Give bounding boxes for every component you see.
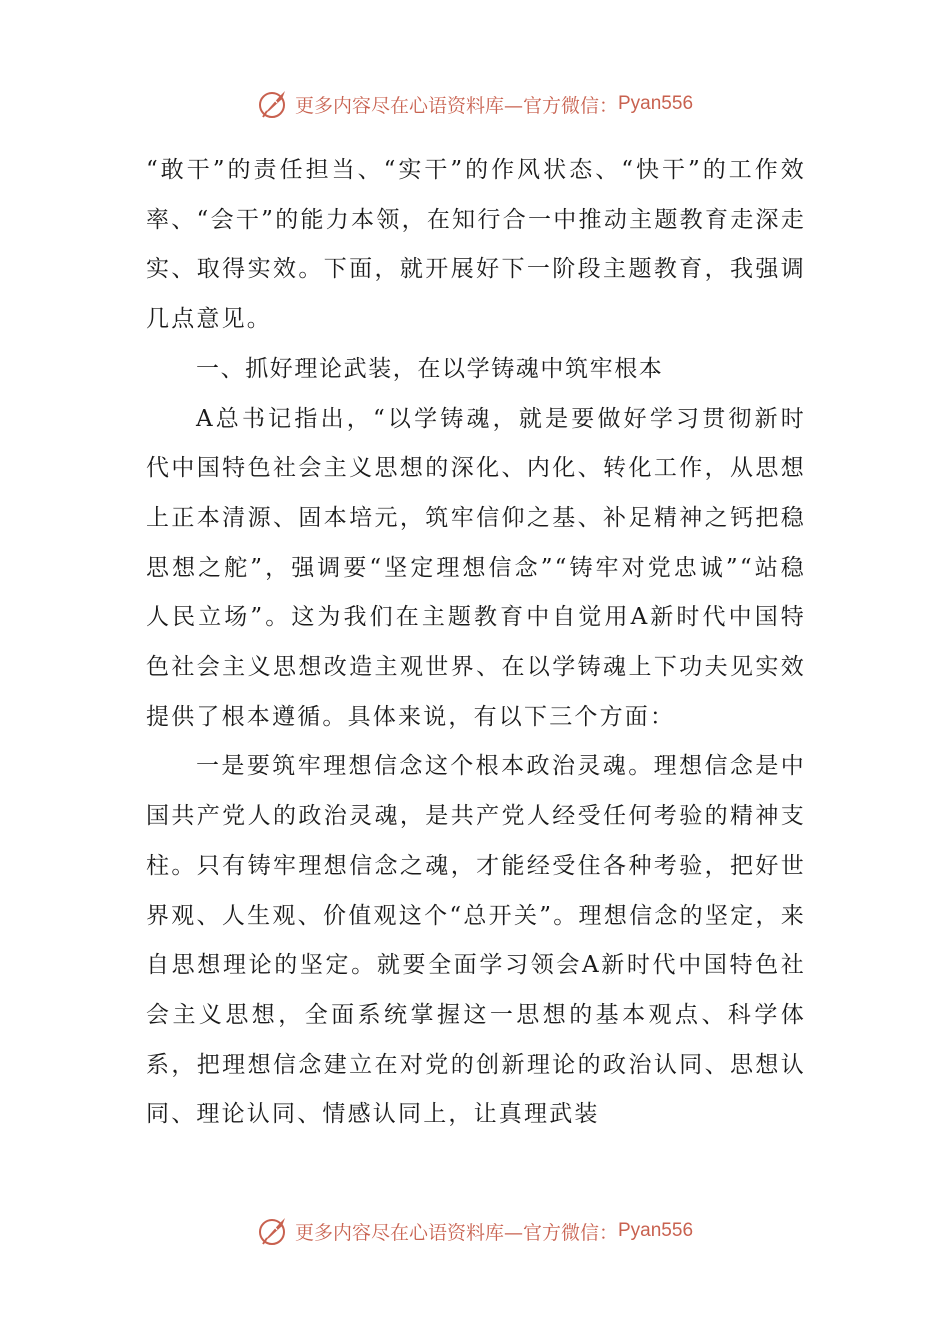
header-wechat-id: Pyan556 [618, 93, 694, 114]
header-banner [0, 84, 950, 124]
footer-banner-text: 更多内容尽在心语资料库—官方微信： [294, 1221, 618, 1244]
paragraph-point-one: 一是要筑牢理想信念这个根本政治灵魂。理想信念是中国共产党人的政治灵魂，是共产党人经受任何考验的精神支柱。只有铸牢理想信念之魂，才能经受住各种考验，把好世界观、人生观、价值观这个“总开关”。理想信念的坚定，来自思想理论的坚定。就要全面学习领会A新时代中国特色社会主义思想，全面系统掌握这一思想的基本观点、科学体系，把理想信念建立在对党的创新理论的政治认同、思想认同、理论认同、情感认同上，让真理武装 [146, 753, 806, 1128]
footer-banner [0, 1211, 950, 1251]
quill-logo-icon [257, 1214, 291, 1248]
paragraph-quote: A总书记指出，“以学铸魂，就是要做好学习贯彻新时代中国特色社会主义思想的深化、内化、转化工作，从思想上正本清源、固本培元，筑牢信仰之基、补足精神之钙把稳思想之舵”，强调要“坚定理想信念”“铸牢对党忠诚”“站稳人民立场”。这为我们在主题教育中自觉用A新时代中国特色社会主义思想改造主观世界、在以学铸魂上下功夫见实效提供了根本遵循。具体来说，有以下三个方面： [146, 405, 806, 730]
document-body [146, 146, 806, 1140]
paragraph-continuation: “敢干”的责任担当、“实干”的作风状态、“快干”的工作效率、“会干”的能力本领，在知行合一中推动主题教育走深走实、取得实效。下面，就开展好下一阶段主题教育，我强调几点意见。 [146, 157, 806, 333]
header-banner-text: 更多内容尽在心语资料库—官方微信： [294, 94, 618, 117]
quill-logo-icon [257, 87, 291, 121]
footer-wechat-id: Pyan556 [618, 1220, 694, 1241]
section-heading: 一、抓好理论武装，在以学铸魂中筑牢根本 [196, 355, 664, 382]
